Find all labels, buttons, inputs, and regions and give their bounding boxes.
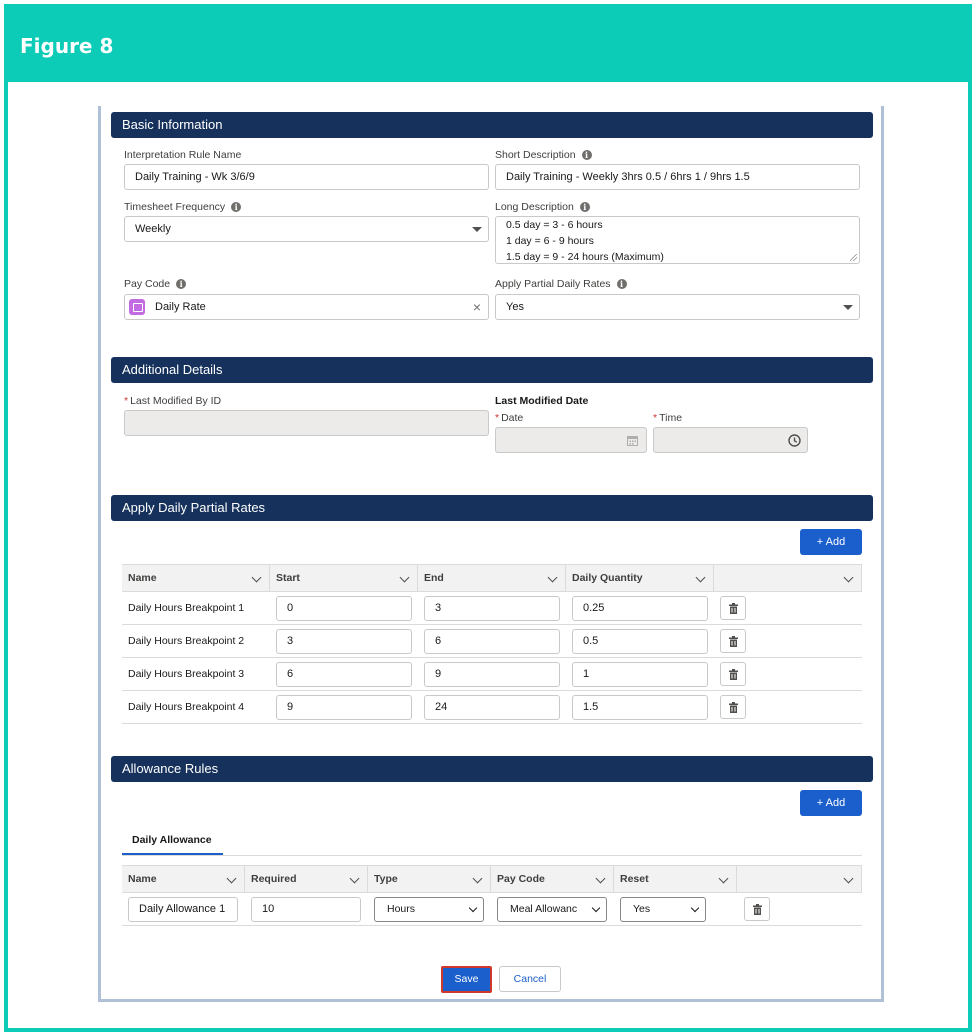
time-input xyxy=(653,427,808,453)
trash-icon xyxy=(729,669,738,680)
clock-icon xyxy=(788,434,801,447)
pay-code-value: Daily Rate xyxy=(155,301,206,313)
info-icon: i xyxy=(176,279,186,289)
info-icon: i xyxy=(617,279,627,289)
column-header-reset[interactable]: Reset xyxy=(614,865,737,893)
trash-icon xyxy=(729,636,738,647)
chevron-down-icon[interactable] xyxy=(548,573,558,583)
delete-row-button[interactable] xyxy=(720,662,746,686)
apply-partial-daily-rates-value: Yes xyxy=(506,301,524,313)
required-input[interactable]: 10 xyxy=(251,897,361,922)
resize-handle-icon[interactable] xyxy=(850,254,857,261)
info-icon: i xyxy=(231,202,241,212)
breakpoint-name: Daily Hours Breakpoint 2 xyxy=(128,635,245,647)
pay-code-object-icon xyxy=(129,299,145,315)
delete-row-button[interactable] xyxy=(720,596,746,620)
section-header-allowance-rules: Allowance Rules xyxy=(111,756,873,782)
figure-banner xyxy=(8,8,968,82)
column-header-actions[interactable] xyxy=(714,564,862,592)
long-description-line: 1.5 day = 9 - 24 hours (Maximum) xyxy=(506,251,664,263)
timesheet-frequency-value: Weekly xyxy=(135,223,171,235)
end-input[interactable]: 24 xyxy=(424,695,560,720)
figure-title: Figure 8 xyxy=(20,34,114,58)
chevron-down-icon[interactable] xyxy=(473,874,483,884)
daily-quantity-input[interactable]: 1.5 xyxy=(572,695,708,720)
short-description-input[interactable]: Daily Training - Weekly 3hrs 0.5 / 6hrs 1 / 9hrs 1.5 xyxy=(495,164,860,190)
table-row xyxy=(122,592,862,625)
allowance-name-input[interactable]: Daily Allowance 1 xyxy=(128,897,238,922)
column-header-name[interactable]: Name xyxy=(122,865,245,893)
daily-quantity-input[interactable]: 0.5 xyxy=(572,629,708,654)
save-button[interactable]: Save xyxy=(441,966,492,993)
end-input[interactable]: 9 xyxy=(424,662,560,687)
end-input[interactable]: 6 xyxy=(424,629,560,654)
long-description-line: 1 day = 6 - 9 hours xyxy=(506,235,594,247)
long-description-textarea[interactable] xyxy=(495,216,860,264)
table-row xyxy=(122,893,862,926)
chevron-down-icon[interactable] xyxy=(252,573,262,583)
trash-icon xyxy=(753,904,762,915)
type-value: Hours xyxy=(387,903,416,915)
date-input xyxy=(495,427,647,453)
column-header-daily-quantity[interactable]: Daily Quantity xyxy=(566,564,714,592)
chevron-down-icon xyxy=(691,904,699,912)
figure-frame xyxy=(4,4,972,1032)
short-description-label: Short Description i xyxy=(495,149,592,161)
column-header-type[interactable]: Type xyxy=(368,865,491,893)
long-description-label: Long Description i xyxy=(495,201,590,213)
trash-icon xyxy=(729,603,738,614)
allowance-table xyxy=(122,865,864,929)
tab-daily-allowance[interactable]: Daily Allowance xyxy=(132,834,212,846)
time-label: * Time xyxy=(653,412,683,424)
last-modified-by-label: * Last Modified By ID xyxy=(124,395,222,407)
last-modified-by-input xyxy=(124,410,489,436)
reset-select[interactable] xyxy=(620,897,706,922)
column-header-actions[interactable] xyxy=(737,865,862,893)
chevron-down-icon[interactable] xyxy=(350,874,360,884)
start-input[interactable]: 6 xyxy=(276,662,412,687)
trash-icon xyxy=(729,702,738,713)
pay-code-label: Pay Code i xyxy=(124,278,186,290)
table-row xyxy=(122,625,862,658)
section-header-basic-information: Basic Information xyxy=(111,112,873,138)
apply-partial-daily-rates-select[interactable] xyxy=(495,294,860,320)
daily-quantity-input[interactable]: 0.25 xyxy=(572,596,708,621)
pay-code-select[interactable] xyxy=(497,897,607,922)
pay-code-value: Meal Allowanc xyxy=(510,903,578,915)
cancel-button[interactable]: Cancel xyxy=(499,966,561,992)
last-modified-date-label: Last Modified Date xyxy=(495,395,589,407)
caret-down-icon xyxy=(843,305,853,310)
chevron-down-icon[interactable] xyxy=(227,874,237,884)
rule-name-label: Interpretation Rule Name xyxy=(124,149,242,161)
delete-row-button[interactable] xyxy=(720,695,746,719)
end-input[interactable]: 3 xyxy=(424,596,560,621)
section-header-additional-details: Additional Details xyxy=(111,357,873,383)
caret-down-icon xyxy=(472,227,482,232)
chevron-down-icon xyxy=(469,904,477,912)
apply-partial-daily-rates-label: Apply Partial Daily Rates i xyxy=(495,278,627,290)
chevron-down-icon[interactable] xyxy=(844,573,854,583)
reset-value: Yes xyxy=(633,903,651,915)
rule-name-input[interactable]: Daily Training - Wk 3/6/9 xyxy=(124,164,489,190)
table-row xyxy=(122,658,862,691)
chevron-down-icon[interactable] xyxy=(719,874,729,884)
column-header-start[interactable]: Start xyxy=(270,564,418,592)
calendar-icon xyxy=(627,435,638,446)
add-allowance-button[interactable]: + Add xyxy=(800,790,862,816)
breakpoint-name: Daily Hours Breakpoint 1 xyxy=(128,602,245,614)
tab-divider xyxy=(122,855,862,856)
clear-icon[interactable]: × xyxy=(472,299,481,315)
start-input[interactable]: 3 xyxy=(276,629,412,654)
chevron-down-icon[interactable] xyxy=(596,874,606,884)
table-row xyxy=(122,691,862,724)
column-header-name[interactable]: Name xyxy=(122,564,270,592)
chevron-down-icon[interactable] xyxy=(696,573,706,583)
timesheet-frequency-select[interactable] xyxy=(124,216,489,242)
start-input[interactable]: 0 xyxy=(276,596,412,621)
start-input[interactable]: 9 xyxy=(276,695,412,720)
breakpoint-name: Daily Hours Breakpoint 4 xyxy=(128,701,245,713)
pay-code-lookup[interactable] xyxy=(124,294,489,320)
long-description-line: 0.5 day = 3 - 6 hours xyxy=(506,219,603,231)
add-partial-rate-button[interactable]: + Add xyxy=(800,529,862,555)
section-header-apply-daily-partial-rates: Apply Daily Partial Rates xyxy=(111,495,873,521)
type-select[interactable] xyxy=(374,897,484,922)
chevron-down-icon[interactable] xyxy=(844,874,854,884)
date-label: * Date xyxy=(495,412,524,424)
column-header-end[interactable]: End xyxy=(418,564,566,592)
info-icon: i xyxy=(582,150,592,160)
chevron-down-icon[interactable] xyxy=(400,573,410,583)
column-header-required[interactable]: Required xyxy=(245,865,368,893)
daily-quantity-input[interactable]: 1 xyxy=(572,662,708,687)
breakpoint-name: Daily Hours Breakpoint 3 xyxy=(128,668,245,680)
delete-row-button[interactable] xyxy=(744,897,770,921)
timesheet-frequency-label: Timesheet Frequency i xyxy=(124,201,241,213)
partial-rates-table xyxy=(122,564,864,726)
column-header-pay-code[interactable]: Pay Code xyxy=(491,865,614,893)
delete-row-button[interactable] xyxy=(720,629,746,653)
form-panel xyxy=(98,106,884,1002)
info-icon: i xyxy=(580,202,590,212)
chevron-down-icon xyxy=(592,904,600,912)
